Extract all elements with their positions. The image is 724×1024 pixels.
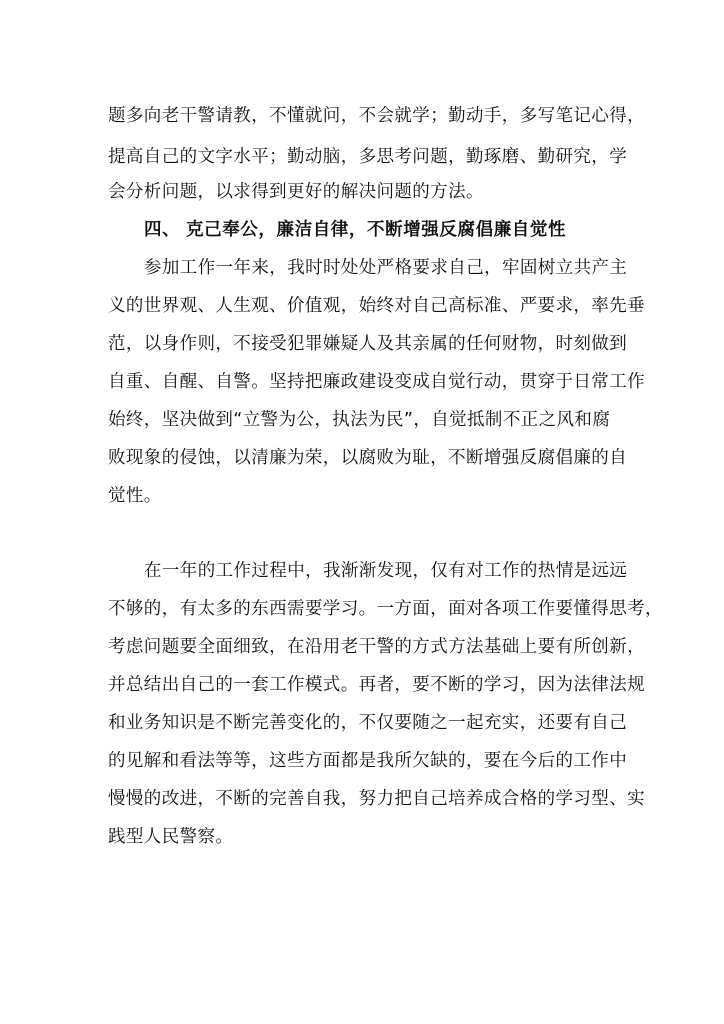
text-line: 自重、自醒、自警。坚持把廉政建设变成自觉行动，贯穿于日常工作 (108, 372, 645, 392)
text-line: 并总结出自己的一套工作模式。再者，要不断的学习，因为法律法规 (108, 675, 645, 695)
text-line: 在一年的工作过程中，我渐渐发现，仅有对工作的热情是远远 (144, 561, 628, 581)
section-title: 克己奉公，廉洁自律，不断增强反腐倡廉自觉性 (186, 220, 567, 240)
text-line: 败现象的侵蚀，以清廉为荣，以腐败为耻，不断增强反腐倡廉的自 (108, 448, 628, 468)
text-line: 提高自己的文字水平；勤动脑，多思考问题，勤琢磨、勤研究，学 (108, 147, 628, 167)
section-heading (144, 212, 724, 248)
text-line: 会分析问题，以求得到更好的解决问题的方法。 (108, 182, 484, 202)
section-number: 四、 (144, 220, 181, 240)
text-line: 始终，坚决做到“立警为公，执法为民”，自觉抵制不正之风和腐 (108, 410, 611, 430)
text-line: 觉性。 (108, 486, 162, 506)
text-line: 题多向老干警请教，不懂就问，不会就学；勤动手，多写笔记心得， (108, 106, 645, 126)
text-line: 慢慢的改进，不断的完善自我，努力把自己培养成合格的学习型、实 (108, 789, 645, 809)
text-line: 的见解和看法等等，这些方面都是我所欠缺的，要在今后的工作中 (108, 751, 628, 771)
text-line: 参加工作一年来，我时时处处严格要求自己，牢固树立共产主 (144, 258, 628, 278)
text-line: 和业务知识是不断完善变化的，不仅要随之一起充实，还要有自己 (108, 713, 628, 733)
text-line: 义的世界观、人生观、价值观，始终对自己高标准、严要求，率先垂 (108, 296, 645, 316)
text-line: 不够的，有太多的东西需要学习。一方面，面对各项工作要懂得思考， (108, 599, 663, 619)
text-line: 考虑问题要全面细致，在沿用老干警的方式方法基础上要有所创新， (108, 637, 645, 657)
text-line: 范，以身作则，不接受犯罪嫌疑人及其亲属的任何财物，时刻做到 (108, 334, 628, 354)
text-line: 践型人民警察。 (108, 827, 234, 847)
